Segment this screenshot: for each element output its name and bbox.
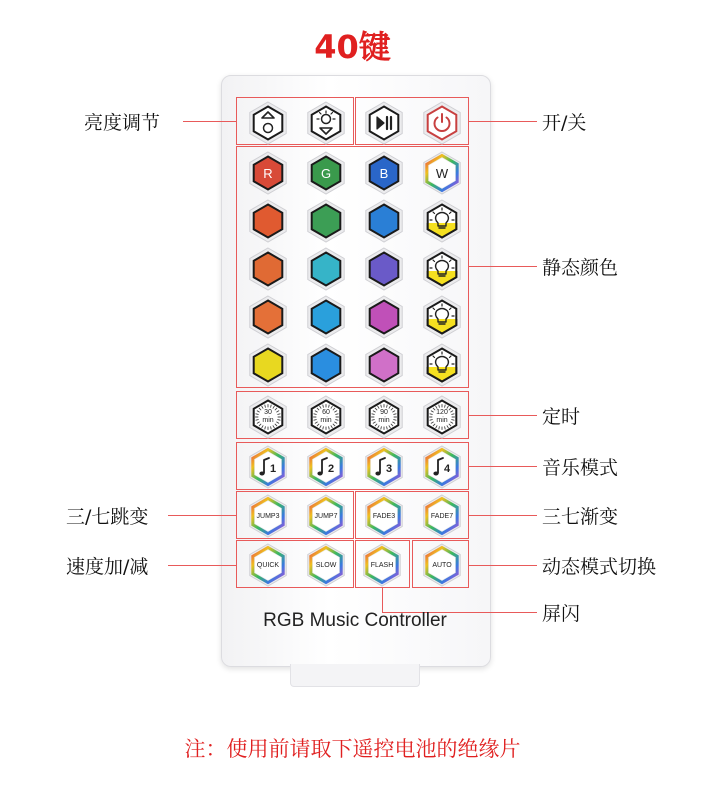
warm-white-button-4[interactable] — [420, 343, 464, 387]
label-timer: 定时 — [542, 406, 581, 428]
fade7-button-label: FADE7 — [430, 512, 454, 520]
music-mode-button-3[interactable] — [362, 445, 406, 489]
flash-button[interactable] — [360, 543, 404, 587]
music-mode-number: 2 — [328, 463, 335, 475]
jump3-button[interactable] — [246, 494, 290, 538]
color-button-r2-c1[interactable] — [246, 199, 290, 243]
color-button-r4-c3[interactable] — [362, 295, 406, 339]
timer-value: 30 — [264, 409, 272, 416]
label-jump: 三/七跳变 — [66, 506, 149, 528]
timer-leader — [469, 415, 537, 416]
color-button-r4-c2[interactable] — [304, 295, 348, 339]
brand-label: RGB Music Controller — [263, 610, 447, 631]
label-flash: 屏闪 — [542, 603, 581, 625]
jump7-button[interactable] — [304, 494, 348, 538]
slow-button[interactable] — [304, 543, 348, 587]
red-button[interactable] — [246, 151, 290, 195]
white-button[interactable] — [420, 151, 464, 195]
white-button-label: W — [435, 165, 449, 181]
timer-button-30[interactable] — [246, 395, 290, 439]
warm-white-button-2[interactable] — [420, 247, 464, 291]
auto-leader — [469, 565, 537, 566]
jump-leader — [168, 515, 236, 516]
color-button-r2-c3[interactable] — [362, 199, 406, 243]
timer-button-90[interactable] — [362, 395, 406, 439]
label-fade: 三七渐变 — [542, 506, 619, 528]
brightness-up-button[interactable] — [246, 101, 290, 145]
timer-unit: min — [262, 417, 274, 424]
music-mode-number: 3 — [386, 463, 393, 475]
fade7-button[interactable] — [420, 494, 464, 538]
label-static-color: 静态颜色 — [542, 257, 619, 279]
fade3-button[interactable] — [362, 494, 406, 538]
blue-button[interactable] — [362, 151, 406, 195]
auto-button[interactable] — [420, 543, 464, 587]
label-dynamic-switch: 动态模式切换 — [542, 556, 657, 578]
color-button-r3-c3[interactable] — [362, 247, 406, 291]
slow-button-label: SLOW — [315, 561, 337, 569]
jump7-button-label: JUMP7 — [314, 512, 338, 520]
color-button-r5-c1[interactable] — [246, 343, 290, 387]
timer-unit: min — [378, 417, 390, 424]
color-button-r5-c3[interactable] — [362, 343, 406, 387]
timer-button-30-label — [246, 395, 290, 439]
static-color-leader — [469, 266, 537, 267]
fade3-button-label: FADE3 — [372, 512, 396, 520]
quick-button[interactable] — [246, 543, 290, 587]
blue-button-label: B — [379, 165, 389, 181]
flash-button-label: FLASH — [370, 561, 394, 569]
color-button-r3-c2[interactable] — [304, 247, 348, 291]
timer-value: 60 — [322, 409, 330, 416]
timer-button-60[interactable] — [304, 395, 348, 439]
color-button-r2-c2[interactable] — [304, 199, 348, 243]
music-mode-button-4[interactable] — [420, 445, 464, 489]
timer-unit: min — [320, 417, 332, 424]
jump3-button-label: JUMP3 — [256, 512, 280, 520]
music-leader — [469, 466, 537, 467]
warm-white-button-3[interactable] — [420, 295, 464, 339]
quick-button-label: QUICK — [256, 561, 280, 569]
music-mode-number: 1 — [270, 463, 277, 475]
fade-leader — [469, 515, 537, 516]
brightness-down-button[interactable] — [304, 101, 348, 145]
music-mode-button-1[interactable] — [246, 445, 290, 489]
label-brightness: 亮度调节 — [84, 112, 161, 134]
timer-button-120-label — [420, 395, 464, 439]
green-button[interactable] — [304, 151, 348, 195]
power-button[interactable] — [420, 101, 464, 145]
play-pause-button[interactable] — [362, 101, 406, 145]
music-mode-button-2[interactable] — [304, 445, 348, 489]
timer-button-90-label — [362, 395, 406, 439]
green-button-label: G — [320, 165, 332, 181]
label-speed: 速度加/减 — [66, 556, 149, 578]
page-title: 40键 — [314, 28, 391, 66]
timer-value: 120 — [436, 409, 448, 416]
color-button-r5-c2[interactable] — [304, 343, 348, 387]
battery-note: 注：使用前请取下遥控电池的绝缘片 — [184, 737, 521, 761]
color-button-r4-c1[interactable] — [246, 295, 290, 339]
power-leader — [469, 121, 537, 122]
battery-tab — [290, 664, 420, 687]
warm-white-button-1[interactable] — [420, 199, 464, 243]
color-button-r3-c1[interactable] — [246, 247, 290, 291]
timer-value: 90 — [380, 409, 388, 416]
timer-unit: min — [436, 417, 448, 424]
timer-button-120[interactable] — [420, 395, 464, 439]
flash-leader-vertical — [382, 588, 383, 612]
label-music-mode: 音乐模式 — [542, 457, 619, 479]
auto-button-label: AUTO — [432, 561, 452, 569]
red-button-label: R — [263, 165, 273, 181]
timer-button-60-label — [304, 395, 348, 439]
speed-leader — [168, 565, 236, 566]
brightness-leader — [183, 121, 236, 122]
music-mode-number: 4 — [444, 463, 451, 475]
label-power: 开/关 — [542, 112, 587, 134]
